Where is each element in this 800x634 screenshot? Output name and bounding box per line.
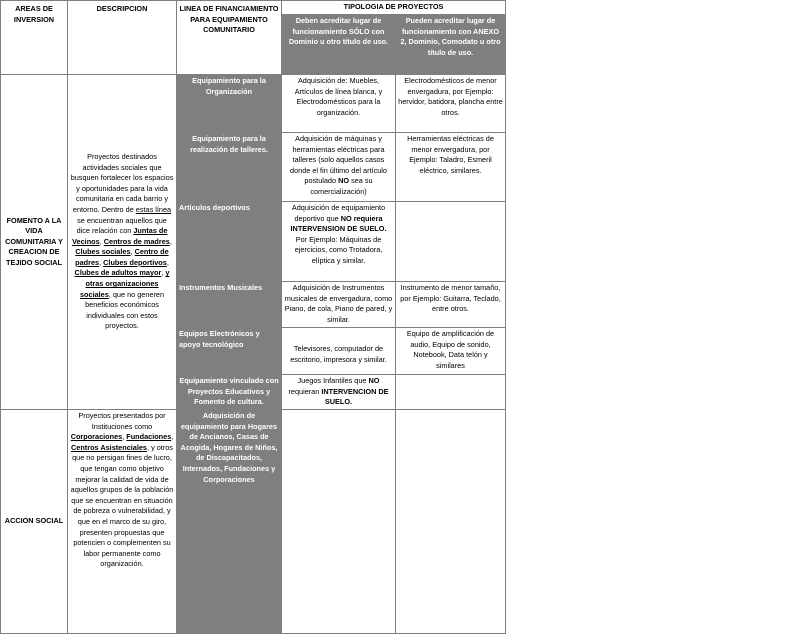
area-fomento: FOMENTO A LA VIDA COMUNITARIA Y CREACION DE TEJIDO SOCIAL [1, 75, 68, 410]
cell-text: Por Ejemplo: Máquinas de ejercicios, como Trotadora, elíptica y similar. [294, 234, 383, 265]
desc-org: Clubes deportivos [103, 257, 167, 267]
cell-text: Juegos Infantiles que [297, 376, 367, 385]
tipo-dominio-deportivos [282, 202, 396, 282]
tipo-anexo-organizacion: Electrodomésticos de menor envergadura, por Ejemplo: hervidor, batidora, plancha entre otros. [396, 75, 506, 133]
header-tipologia: TIPOLOGIA DE PROYECTOS [282, 1, 506, 15]
cell-text: Adquisición de máquinas y herramientas eléctricas para talleres (solo aquellos casos donde el fin último del artículo postulado [290, 134, 387, 186]
desc-org: Fundaciones [126, 432, 172, 442]
desc-org: Centros de madres [103, 236, 170, 246]
tipo-anexo-musicales: Instrumento de menor tamaño, por Ejemplo: Guitarra, Teclado, entre otros. [396, 282, 506, 328]
cell-text-bold: NO requiera INTERVENSION DE SUELO. [290, 213, 387, 234]
tipo-dominio-musicales: Adquisición de Instrumentos musicales de envergadura, como Piano, de cola, Piano de pared, y similar. [282, 282, 396, 328]
header-tipo-anexo: Pueden acreditar lugar de funcionamiento con ANEXO 2, Dominio, Comodato u otro título de uso. [396, 15, 506, 75]
desc-text: Proyectos presentados por Instituciones como [78, 411, 166, 431]
desc-text: y otros que no persigan fines de lucro, que tengan como objetivo mejorar la calidad de vida de aquellos grupos de la población que se encuentran en situación de pobreza o vulnerabilidad, y que en el marco de su giro, presenten propuestas que potencien o complementen su labor permanente como organización. [70, 442, 174, 569]
desc-text: que no generen beneficios económicos individuales con estos proyectos. [85, 289, 164, 331]
desc-org: Juntas de Vecinos [72, 226, 168, 246]
cell-text: sea su comercialización) [310, 176, 373, 196]
cell-text-bold: NO [368, 376, 380, 385]
header-linea: LINEA DE FINANCIAMIENTO PARA EQUIPAMIENTO COMUNITARIO [177, 1, 282, 75]
desc-org: Corporaciones [70, 432, 123, 442]
tipo-anexo-talleres: Herramientas eléctricas de menor envergadura, por Ejemplo: Taladro, Esmeril eléctrico, similares. [396, 133, 506, 202]
cell-text-bold: INTERVENCION DE SUELO. [321, 386, 389, 407]
header-areas: AREAS DE INVERSION [1, 1, 68, 75]
desc-org: Clubes de adultos mayor [74, 268, 162, 278]
tipo-anexo-educativos [396, 375, 506, 410]
tipo-dominio-talleres [282, 133, 396, 202]
tipo-dominio-accion-social [282, 410, 396, 634]
linea-organizacion: Equipamiento para la Organización [177, 75, 282, 133]
tipo-anexo-deportivos [396, 202, 506, 282]
header-tipo-dominio: Deben acreditar lugar de funcionamiento SÓLO con Dominio u otro título de uso. [282, 15, 396, 75]
desc-org: Centro de padres [75, 247, 169, 267]
area-accion-social: ACCION SOCIAL [1, 410, 68, 634]
linea-accion-social: Adquisición de equipamiento para Hogares de Ancianos, Casas de Acogida, Hogares de Niños, de Discapacitados, Internados, Fundaciones y Corporaciones [177, 410, 282, 634]
linea-educativos: Equipamiento vinculado con Proyectos Educativos y Fomento de cultura. [177, 375, 282, 410]
cell-text: requieran [288, 386, 320, 396]
tipo-anexo-electronicos: Equipo de amplificación de audio, Equipo de sonido, Notebook, Data telón y similares [396, 328, 506, 375]
linea-talleres: Equipamiento para la realización de talleres. [177, 133, 282, 202]
desc-org: Centros Asistenciales [71, 442, 147, 452]
header-descripcion: DESCRIPCION [68, 1, 177, 75]
linea-deportivos: Artículos deportivos [177, 202, 282, 282]
descripcion-fomento: Proyectos destinados actividades sociales que busquen fortalecer los espacios y oportunidades para la vida comunitaria en cada barrio y entorno. Dentro de estas línea se encuentran aquellos que dice relación con Juntas de Vecinos, Centros de madres, Clubes sociales, Centro de padres, Clubes deportivos, Clubes de adultos mayor, y otras organizaciones sociales, que no generen beneficios económicos individuales con estos proyectos. [68, 75, 177, 410]
tipo-anexo-accion-social [396, 410, 506, 634]
descripcion-accion-social: Proyectos presentados por Instituciones como Corporaciones, Fundaciones, Centros Asistenciales, y otros que no persigan fines de lucro, que tengan como objetivo mejorar la calidad de vida de aquellos grupos de la población que se encuentran en situación de pobreza o vulnerabilidad, y que en el marco de su giro, presenten propuestas que potencien o complementen su labor permanente como organización. [68, 410, 177, 634]
tipo-dominio-electronicos: Televisores, computador de escritorio, impresora y similar. [282, 328, 396, 375]
desc-org: Clubes sociales [75, 247, 131, 257]
desc-org: y otras organizaciones sociales [80, 268, 170, 299]
cell-text: Adquisición de equipamiento deportivo que [291, 203, 386, 223]
linea-electronicos: Equipos Electrónicos y apoyo tecnológico [177, 328, 282, 375]
tipo-dominio-educativos [282, 375, 396, 410]
desc-text: Proyectos destinados actividades sociales que busquen fortalecer los espacios y oportunidades para la vida comunitaria en cada barrio y entorno. Dentro de [70, 151, 174, 214]
desc-text: estas línea [135, 204, 172, 214]
tipo-dominio-organizacion: Adquisición de: Muebles, Artículos de línea blanca, y Electrodomésticos para la organización. [282, 75, 396, 133]
linea-musicales: Instrumentos Musicales [177, 282, 282, 328]
cell-text-bold: NO [338, 176, 350, 186]
desc-text: se encuentran aquellos que dice relación con [76, 215, 167, 236]
